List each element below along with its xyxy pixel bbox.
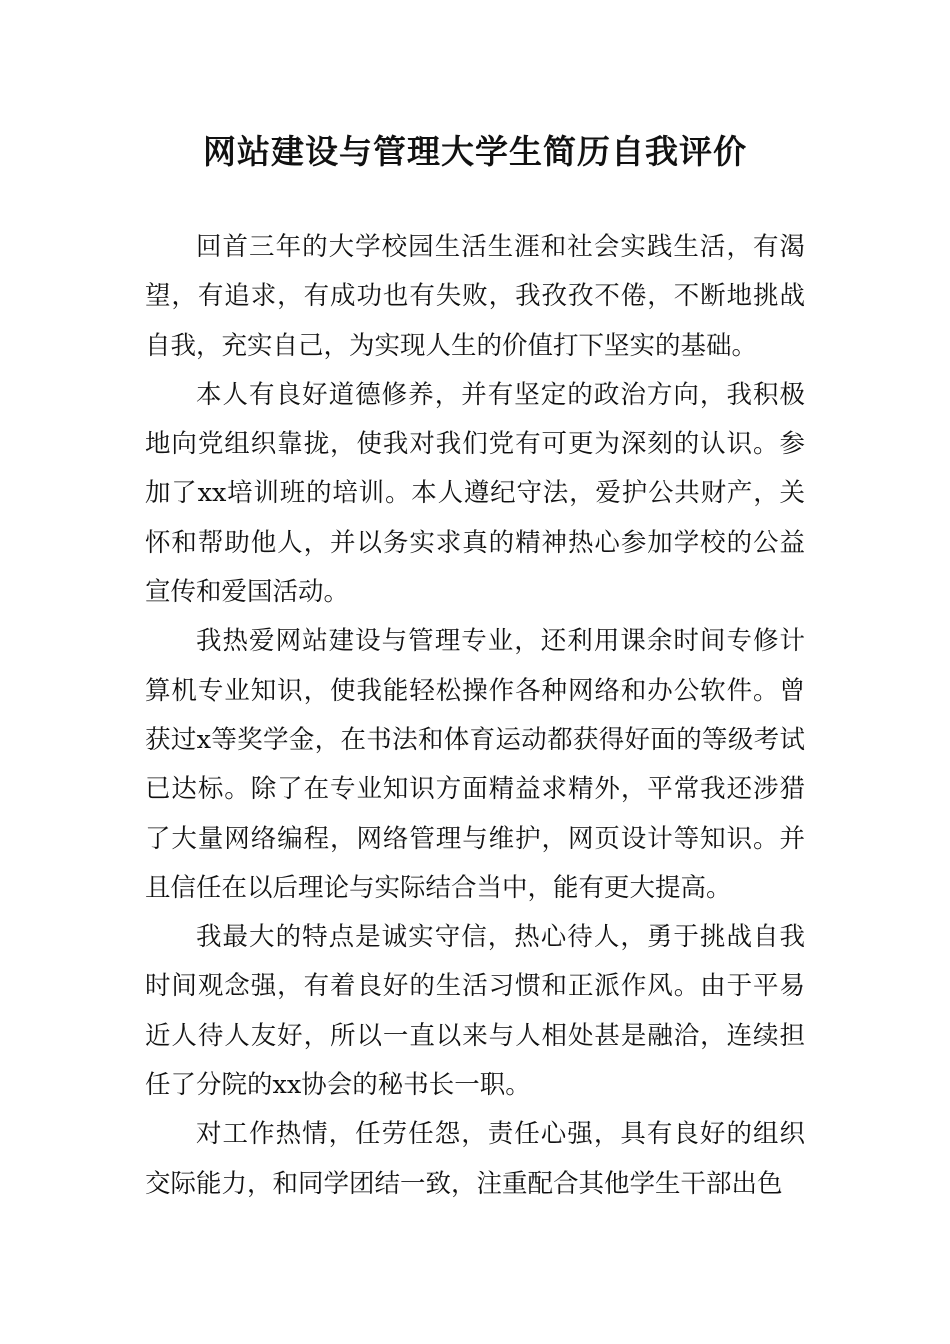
paragraph-1: 回首三年的大学校园生活生涯和社会实践生活，有渴望，有追求，有成功也有失败，我孜孜不倦，不断地挑战自我，充实自己，为实现人生的价值打下坚实的基础。 (145, 232, 805, 361)
document-title: 网站建设与管理大学生简历自我评价 (203, 132, 747, 171)
paragraph-4: 我最大的特点是诚实守信，热心待人，勇于挑战自我时间观念强，有着良好的生活习惯和正派作风。由于平易近人待人友好，所以一直以来与人相处甚是融洽，连续担任了分院的xx协会的秘书长一职。 (145, 922, 805, 1101)
paragraph-3: 我热爱网站建设与管理专业，还利用课余时间专修计算机专业知识，使我能轻松操作各种网络和办公软件。曾获过x等奖学金，在书法和体育运动都获得好面的等级考试已达标。除了在专业知识方面精益求精外，平常我还涉猎了大量网络编程，网络管理与维护，网页设计等知识。并且信任在以后理论与实际结合当中，能有更大提高。 (145, 626, 805, 903)
document-body (145, 223, 805, 1209)
paragraph-5: 对工作热情，任劳任怨，责任心强，具有良好的组织交际能力，和同学团结一致，注重配合其他学生干部出色 (145, 1119, 805, 1199)
paragraph-2: 本人有良好道德修养，并有坚定的政治方向，我积极地向党组织靠拢，使我对我们党有可更为深刻的认识。参加了xx培训班的培训。本人遵纪守法，爱护公共财产，关怀和帮助他人，并以务实求真的精神热心参加学校的公益宣传和爱国活动。 (145, 379, 805, 608)
